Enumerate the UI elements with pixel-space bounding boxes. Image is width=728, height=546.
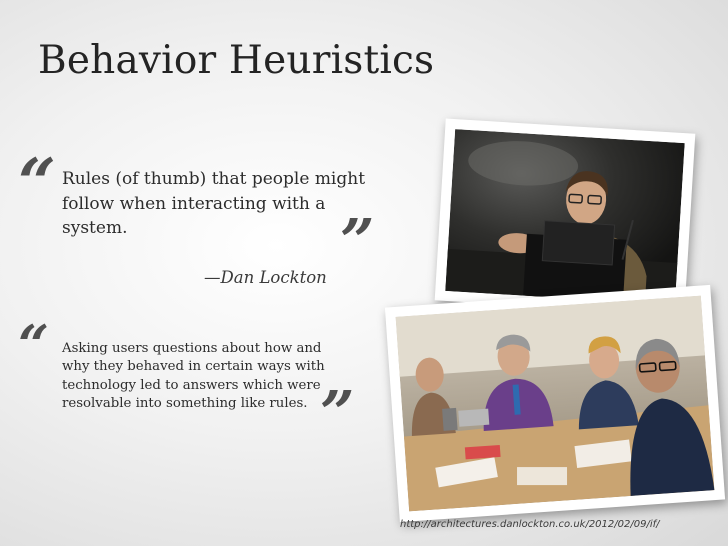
open-quote-icon: “ [18,313,50,377]
slide-title: Behavior Heuristics [38,38,435,83]
workshop-photo-image [396,296,715,512]
quote-text: Rules (of thumb) that people might follow when interacting with a system. [62,169,366,238]
research-quote-text: Asking users questions about how and why they behaved in certain ways with technology led to answers which were resolvable into something like rules. [62,341,325,411]
speaker-photo-image [445,129,684,305]
source-link[interactable]: http://architectures.danlockton.co.uk/2012/02/09/if/ [400,519,660,530]
close-quote-icon: ” [340,207,375,277]
open-quote-icon: “ [18,144,56,222]
workshop-photo [385,285,725,522]
close-quote-icon: ” [320,379,355,449]
speaker-photo [435,119,696,316]
quote-attribution: —Dan Lockton [204,268,327,287]
